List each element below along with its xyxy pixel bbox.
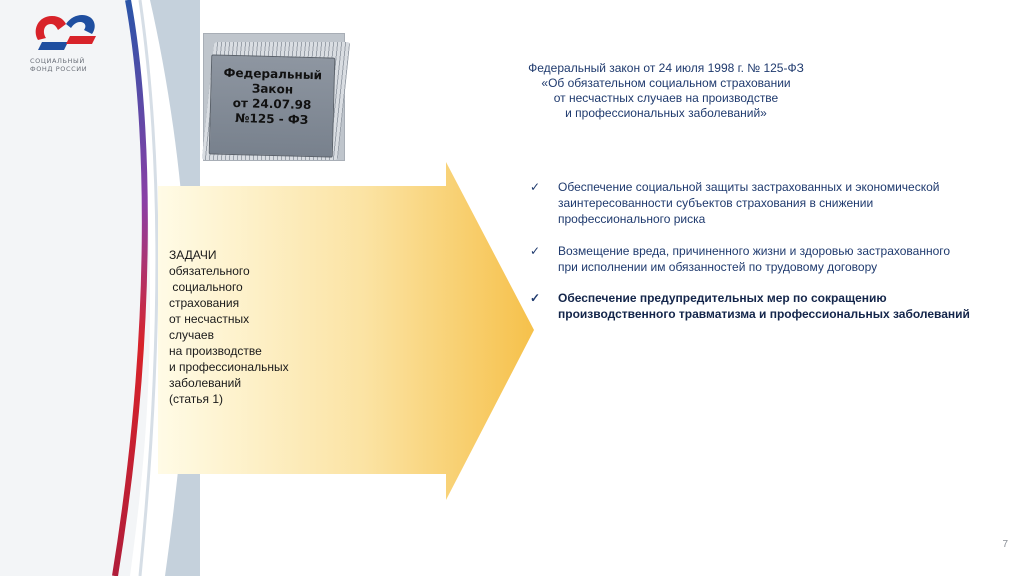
checkmark-icon: ✓	[530, 291, 541, 305]
book-cover-line: от 24.07.98	[232, 95, 312, 113]
list-item-line: Возмещение вреда, причиненного жизни и здоровью застрахованного	[558, 244, 951, 258]
tasks-line: страхования	[169, 296, 240, 310]
checkmark-icon: ✓	[530, 244, 541, 258]
tasks-line: на производстве	[169, 344, 262, 358]
tasks-line: социального	[169, 280, 243, 294]
tasks-line: случаев	[169, 328, 214, 342]
law-title	[476, 61, 856, 121]
tasks-line: обязательного	[169, 264, 250, 278]
list-item	[528, 290, 1008, 322]
list-item-line: производственного травматизма и профессиональных заболеваний	[558, 307, 970, 321]
list-item	[528, 243, 1008, 275]
list-item-line: заинтересованности субъектов страхования в снижении	[558, 196, 874, 210]
law-title-line: и профессиональных заболеваний»	[565, 106, 767, 120]
tasks-line: и профессиональных	[169, 360, 289, 374]
book-cover-line: Федеральный	[223, 65, 323, 83]
list-item-line: Обеспечение предупредительных мер по сокращению	[558, 291, 887, 305]
tasks-line: (статья 1)	[169, 392, 224, 406]
tasks-line: заболеваний	[169, 376, 242, 390]
logo	[30, 10, 120, 73]
law-title-line: Федеральный закон от 24 июля 1998 г. № 125-ФЗ	[528, 61, 804, 75]
page-number: 7	[1002, 539, 1008, 550]
tasks-text	[169, 247, 329, 407]
book-cover	[209, 54, 336, 157]
checkmark-icon: ✓	[530, 180, 541, 194]
tasks-line: ЗАДАЧИ	[169, 248, 217, 262]
book-cover-line: Закон	[251, 81, 294, 97]
logo-text: СОЦИАЛЬНЫЙ ФОНД РОССИИ	[30, 57, 88, 73]
list-item-line: профессионального риска	[558, 212, 706, 226]
task-list	[528, 179, 1008, 322]
book-cover-line: №125 - ФЗ	[234, 111, 309, 127]
law-book-image	[203, 33, 345, 161]
sfr-logo-icon	[30, 10, 100, 56]
law-title-line: «Об обязательном социальном страховании	[541, 76, 791, 90]
list-item-line: Обеспечение социальной защиты застрахованных и экономической	[558, 180, 940, 194]
tasks-line: от несчастных	[169, 312, 250, 326]
law-title-line: от несчастных случаев на производстве	[553, 91, 779, 105]
list-item-line: при исполнении им обязанностей по трудовому договору	[558, 260, 878, 274]
list-item	[528, 179, 1008, 227]
